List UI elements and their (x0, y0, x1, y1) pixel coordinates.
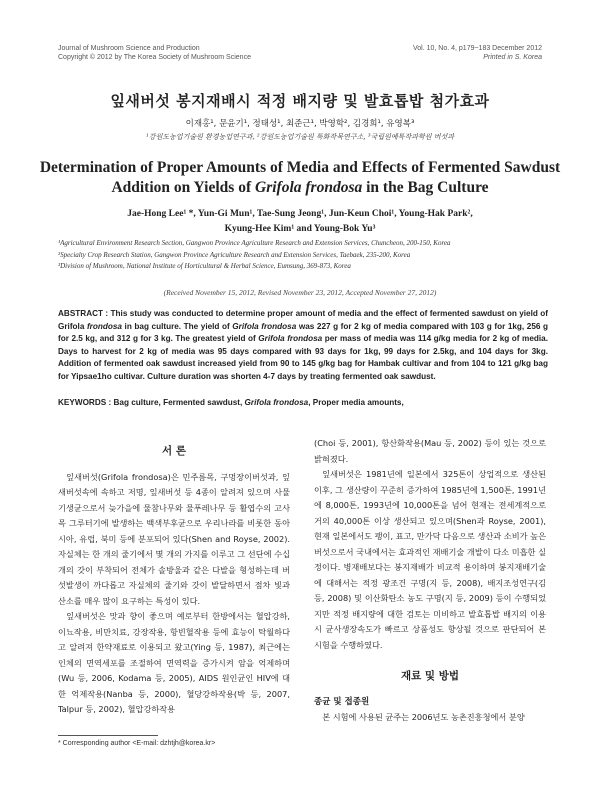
intro-heading: 서 론 (162, 445, 186, 457)
english-authors: Jae-Hong Lee¹ *, Yun-Gi Mun¹, Tae-Sung Jeong¹, Jun-Keun Choi¹, Young-Hak Park², Kyung-Hee Kim¹ and Young-Bok Yu³ (127, 209, 473, 234)
footnote-divider (58, 735, 158, 736)
copyright: Copyright © 2012 by The Korea Society of Mushroom Science (58, 54, 251, 61)
journal-header (58, 44, 251, 62)
intro-paragraph-1: 잎새버섯(Grifola frondosa)은 민주름목, 구멍장이버섯과, 잎새버섯속에 속하고 저명, 잎새버섯 등 4종이 알려져 있으며 사물기생균으로서 늦가을에 물참나무와 물푸레나무 등 활엽수의 고사목 그루터기에 발생하는 백색부후균으로 우리나라를 비롯한 동아시아, 유럽, 북미 등에 분포되어 있다(Shen and Royse, 2002). 자실체는 한 개의 줄기에서 몇 개의 가지를 이루고 그 선단에 수십개의 갓이 부착되어 전체가 솔방울과 같은 다발을 형성하는데 버섯발생이 까다롭고 자실체의 줄기와 갓이 발달하면서 점차 빛과 산소를 매우 많이 요구하는 특성이 있다. (58, 471, 290, 606)
english-title-line1: Determination of Proper Amounts of Media and Effects of Fermented Sawdust (39, 159, 561, 176)
printed-in: Printed in S. Korea (483, 54, 542, 61)
volume-info: Vol. 10, No. 4, p179~183 December 2012 (412, 45, 542, 52)
korean-title: 잎새버섯 봉지재배시 적정 배지량 및 발효톱밥 첨가효과 (110, 92, 490, 110)
affiliation-2: ²Specialty Crop Research Station, Gangwon Province Agriculture Research and Extension Services, Taebaek, 235-200, Korea (58, 250, 411, 259)
abstract: ABSTRACT : This study was conducted to determine proper amount of media and the effect of fermented sawdust on yield of Grifola frondosa in bag culture. The yield of Grifola frondosa was 227 g for 2 kg of media compared with 103 g for 1kg, 256 g for 2.5 kg, and 312 g for 3 kg. The greatest yield of Grifola frondosa per mass of media was 114 g/kg media for 2 kg of media. Days to harvest for 2 kg of media was 95 days compared with 93 days for 1kg, 99 days for 2.5kg, and 104 days for 3kg. Addition of fermented oak sawdust increased yield from 90 to 145 g/kg bag for Hambak cultivar and from 104 to 121 g/kg bag for Yipsae1ho cultivar. Culture duration was shorten 4-7 days by treating fermented oak sawdust. (58, 309, 548, 381)
volume-header (413, 44, 542, 62)
intro-paragraph-2: 잎새버섯은 맛과 향이 좋으며 예로부터 한방에서는 혈압강하, 이뇨작용, 비만치료, 강장작용, 항빈혈작용 등에 효능이 탁월하다고 알려져 한약재료로 이용되고 왔고(Ying 등, 1987), 최근에는 인체의 면역세포를 조절하여 면역력을 증가시켜 암을 억제하며(Wu 등, 2006, Kodama 등, 2005), AIDS 원인균인 HIV에 대한 억제작용(Nanba 등, 2000), 혈당강하작용(박 등, 2007, Talpur 등, 2002), 혈압강하작용 (58, 611, 290, 714)
intro-paragraph-3: (Choi 등, 2001), 항산화작용(Mau 등, 2002) 등이 있는 것으로 밝혀졌다. (314, 438, 546, 464)
english-title (0, 158, 600, 198)
journal-name: Journal of Mushroom Science and Production (58, 45, 200, 52)
english-affiliations (58, 238, 548, 273)
intro-paragraph-4: 잎새버섯은 1981년에 일본에서 325톤이 상업적으로 생산된 이후, 그 생산량이 꾸준히 증가하여 1985년에 1,500톤, 1991년에 8,000톤, 1993년에 10,000톤을 넘어 현재는 전세계적으로 거의 40,000톤 이상 생산되고 있으며(Shen과 Royse, 2001), 현재 일본에서도 팽이, 표고, 만가닥 다음으로 생산과 소비가 높은 버섯으로서 국내에서는 효과적인 재배기술 개발이 다소 미흡한 실정이다. 병재배보다는 봉지재배가 비교적 용이하며 봉지재배기술에 대해서는 적정 광조건 구명(지 등, 2008), 배지조성연구(김 등, 2008) 및 이산화탄소 농도 구명(지 등, 2009) 등이 수행되었지만 적정 배지량에 대한 검토는 미비하고 발효톱밥 배지의 이용시 균사생장속도가 빠르고 상품성도 향상될 것으로 판단되어 본 시험을 수행하였다. (314, 469, 546, 650)
methods-heading: 재료 및 방법 (400, 670, 460, 682)
affiliation-1: ¹Agricultural Environment Research Section, Gangwon Province Agriculture Research and Extension Services, Chuncheon, 200-150, Korea (58, 239, 451, 247)
english-title-line2: Addition on Yields of Grifola frondosa in the Bag Culture (111, 179, 489, 196)
species-name: Grifola frondosa (255, 179, 363, 196)
left-column (58, 444, 290, 718)
methods-subheading: 종균 및 접종원 (314, 696, 370, 707)
right-column (314, 436, 546, 726)
affiliation-3: ³Division of Mushroom, National Institute of Horticultural & Herbal Science, Eumsung, 369-873, Korea (58, 262, 351, 270)
received-dates: (Received November 15, 2012, Revised November 23, 2012, Accepted November 27, 2012) (163, 288, 437, 297)
korean-authors: 이재홍¹, 문윤기¹, 정태성¹, 최준근¹, 박영학², 김경희¹, 유영복³ (185, 119, 415, 129)
korean-affiliations: ¹강원도농업기술원 환경농업연구과, ²강원도농업기술원 특화작목연구소, ³국립원예특작과학원 버섯과 (146, 133, 454, 141)
methods-paragraph-1: 본 시험에 사용된 균주는 2006년도 농촌진흥청에서 분양 (322, 712, 525, 722)
keywords: KEYWORDS : Bag culture, Fermented sawdust, Grifola frondosa, Proper media amounts, (58, 398, 404, 407)
corresponding-author-footnote: * Corresponding author <E-mail: dzhtjh@korea.kr> (58, 740, 216, 747)
